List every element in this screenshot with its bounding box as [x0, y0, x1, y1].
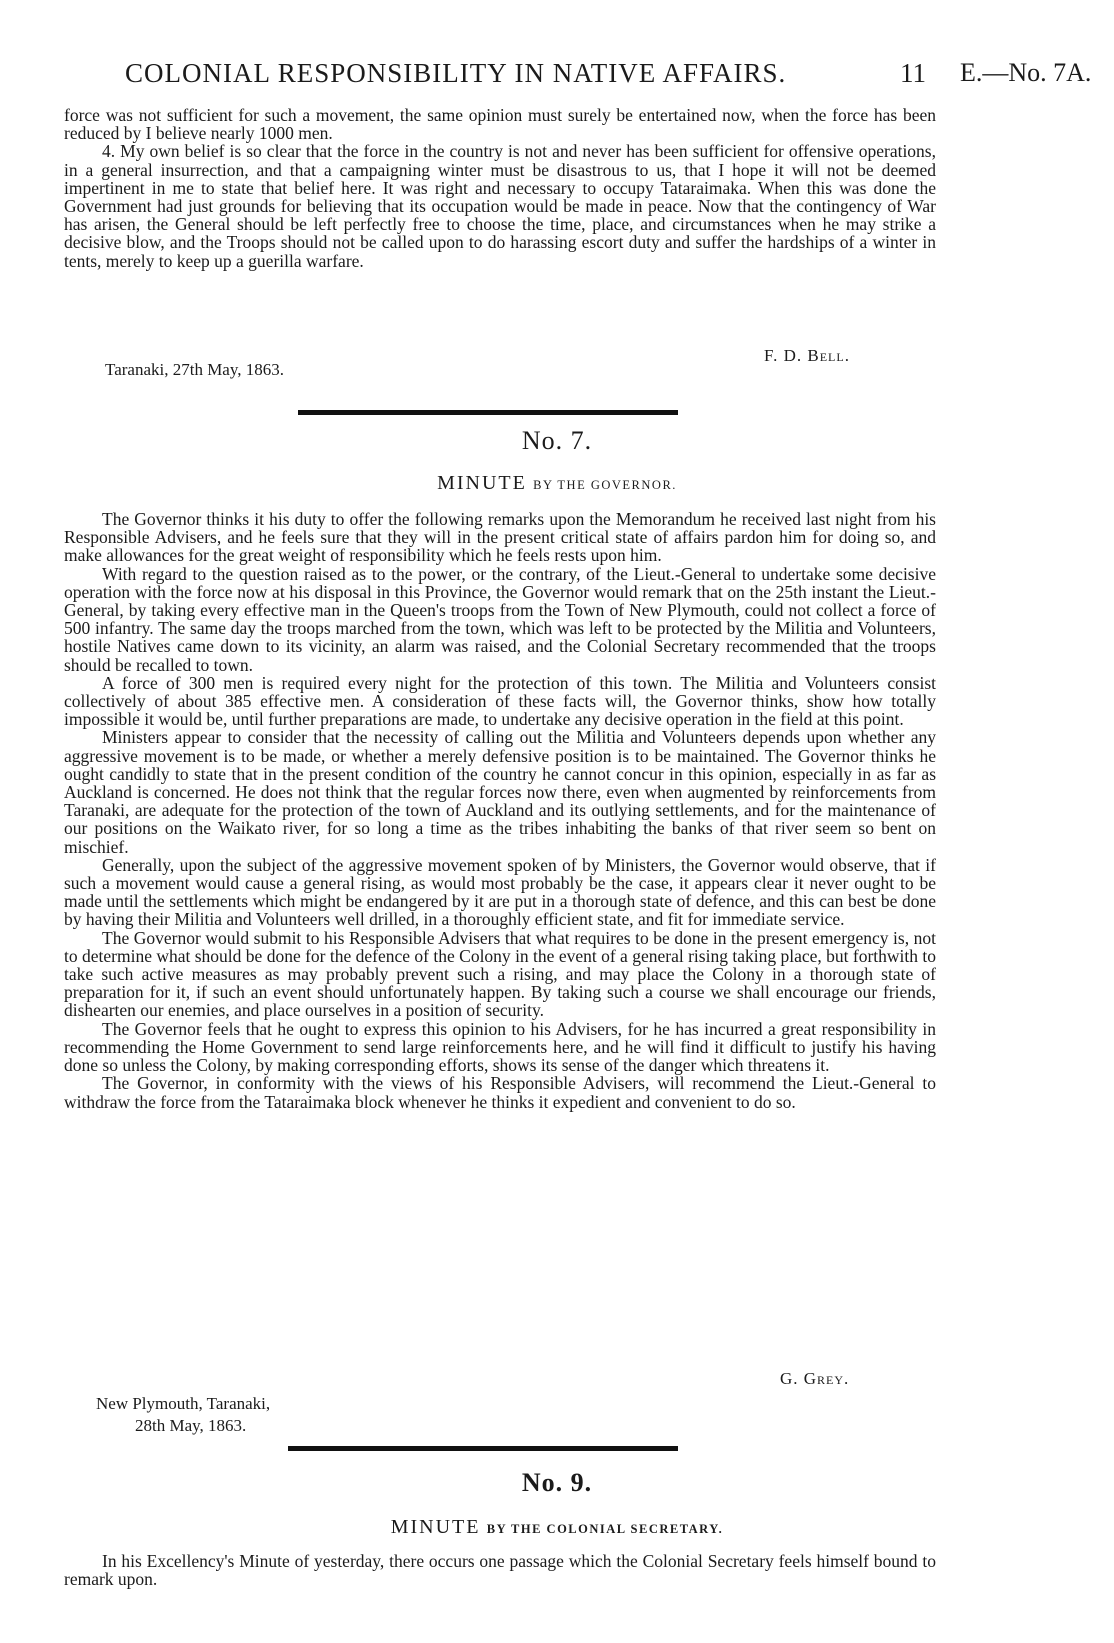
memo-paragraph: 4. My own belief is so clear that the force in the country is not and never has been sufficient for offensive operations, in a general insurrection, and that a campaigning winter must be disastrous to us, that I hope it will not be deemed impertinent in me to state that belief here. It was right and necessary to occupy Tataraimaka. When this was done the Government had just grounds for believing that its occupation would be made in peace. Now that the contingency of War has arisen, the General should be left perfectly free to choose the time, place, and circumstances when he may strike a decisive blow, and the Troops should not be called upon to do harassing escort duty and suffer the hardships of a winter in tents, merely to keep up a guerilla warfare. — [64, 141, 936, 271]
running-head-title: COLONIAL RESPONSIBILITY IN NATIVE AFFAIRS. — [125, 58, 787, 88]
document-reference: E.—No. 7A. — [960, 58, 1092, 87]
no7-heading — [0, 472, 1114, 495]
no7-paragraph: The Governor would submit to his Responsible Advisers that what requires to be done in the present emergency is, not to determine what should be done for the defence of the Colony in the event of a general rising taking place, but forthwith to take such active measures as may probably prevent such a rising, and may place the Colony in a thorough state of preparation for it, if such an event should unfortunately happen. By taking such a course we shall encourage our friends, dishearten our enemies, and place ourselves in a position of security. — [64, 927, 936, 1021]
memo-place-date: Taranaki, 27th May, 1863. — [105, 360, 284, 379]
section-divider — [298, 410, 678, 415]
no7-date: 28th May, 1863. — [135, 1416, 247, 1435]
no7-paragraph: The Governor feels that he ought to express this opinion to his Advisers, for he has incurred a great responsibility in recommending the Home Government to send large reinforcements here, and he will find it difficult to justify his having done so unless the Colony, by making corresponding efforts, shows its sense of the danger which threatens it. — [64, 1018, 936, 1076]
no7-signature: G. Grey. — [780, 1369, 850, 1388]
no7-body — [64, 510, 936, 1111]
memo-continuation — [64, 106, 936, 270]
no9-heading — [0, 1516, 1114, 1539]
no7-heading-word: MINUTE — [437, 472, 527, 494]
no7-paragraph: A force of 300 men is required every night for the protection of this town. The Militia and Volunteers consist collectively of about 385 effective men. A consideration of these facts will, the Governor thinks, show how totally impossible it would be, until further preparations are made, to undertake any decisive operation in the field at this point. — [64, 672, 936, 730]
page-number: 11 — [900, 58, 926, 88]
no7-heading-rest: BY THE GOVERNOR. — [533, 478, 677, 492]
no7-paragraph: The Governor thinks it his duty to offer the following remarks upon the Memorandum he received last night from his Responsible Advisers, and he feels sure that they will in the present critical state of affairs pardon him for doing so, and make allowances for the great weight of responsibility which he feels rests upon him. — [64, 509, 936, 566]
no7-paragraph: Ministers appear to consider that the necessity of calling out the Militia and Volunteers depends upon whether any aggressive movement is to be made, or whether a merely defensive position is to be maintained. The Governor thinks he ought candidly to state that in the present condition of the country he cannot concur in this opinion, especially in as far as Auckland is concerned. He does not think that the regular forces now there, even when augmented by reinforcements from Taranaki, are adequate for the protection of the town of Auckland and its outlying settlements, and for the maintenance of our positions on the Waikato river, for so long a time as the tribes inhabiting the banks of that river seem so bent on mischief. — [64, 727, 936, 857]
running-head — [0, 58, 1114, 94]
no7-place: New Plymouth, Taranaki, — [96, 1394, 271, 1413]
memo-paragraph: force was not sufficient for such a movement, the same opinion must surely be entertained now, when the force has been reduced by I believe nearly 1000 men. — [64, 105, 936, 144]
no9-heading-rest: BY THE COLONIAL SECRETARY. — [486, 1522, 724, 1536]
no7-paragraph: Generally, upon the subject of the aggressive movement spoken of by Ministers, the Governor would observe, that if such a movement would cause a general rising, as would most probably be the case, it appears clear it never ought to be made until the settlements which might be endangered by it are put in a thorough state of defence, and this can best be done by having their Militia and Volunteers well drilled, in a thoroughly efficient state, and fit for immediate service. — [64, 854, 936, 930]
no9-body — [64, 1552, 936, 1588]
section-divider — [288, 1446, 678, 1451]
memo-signature: F. D. Bell. — [764, 346, 850, 365]
no7-paragraph: The Governor, in conformity with the views of his Responsible Advisers, will recommend the Lieut.-General to withdraw the force from the Tataraimaka block whenever he thinks it expedient and convenient to do so. — [64, 1073, 936, 1112]
no9-number: No. 9. — [521, 1468, 593, 1497]
no7-paragraph: With regard to the question raised as to the power, or the contrary, of the Lieut.-General to undertake some decisive operation with the force now at his disposal in this Province, the Governor would remark that on the 25th instant the Lieut.-General, by taking every effective man in the Queen's troops from the Town of New Plymouth, could not collect a force of 500 infantry. The same day the troops marched from the town, which was left to be protected by the Militia and Volunteers, hostile Natives came down to its vicinity, an alarm was raised, and the Colonial Secretary recommended that the troops should be recalled to town. — [64, 563, 936, 675]
no7-number: No. 7. — [521, 426, 593, 455]
no9-heading-word: MINUTE — [390, 1516, 481, 1538]
no9-paragraph: In his Excellency's Minute of yesterday, there occurs one passage which the Colonial Secretary feels himself bound to remark upon. — [64, 1551, 936, 1590]
